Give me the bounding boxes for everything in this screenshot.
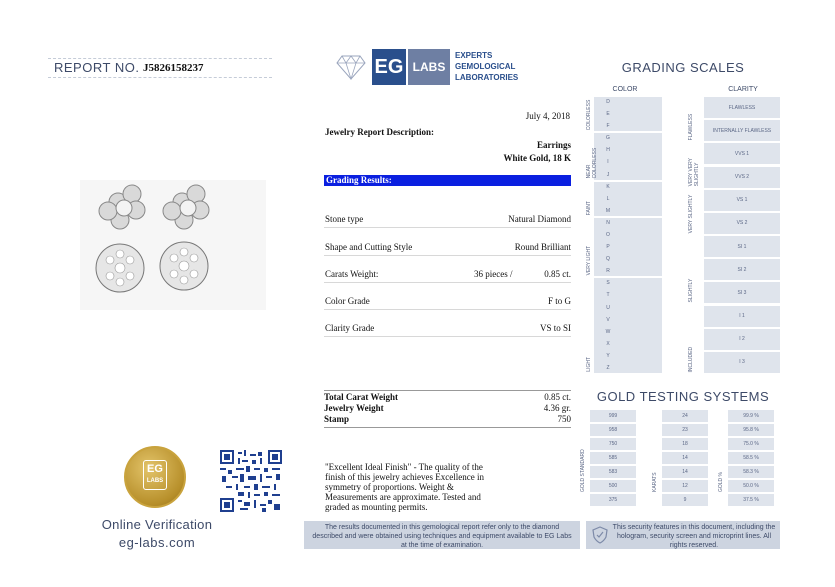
gold-cell: 9 [662, 494, 708, 506]
clarity-grade-cell [704, 282, 780, 303]
gold-cell: 583 [590, 466, 636, 478]
jewelry-weight-row: Jewelry Weight 4.36 gr. [324, 403, 571, 413]
clarity-grade-cell [704, 352, 780, 373]
color-grade-tick: Y [606, 352, 610, 359]
clarity-grade-label: INTERNALLY FLAWLESS [712, 127, 772, 134]
color-scale-header: COLOR [612, 86, 638, 93]
color-grade-tick: I [607, 159, 609, 166]
color-grade-tick: P [606, 244, 610, 251]
gold-column-label: GOLD STANDARD [580, 449, 586, 492]
gold-testing-title: GOLD TESTING SYSTEMS [596, 389, 770, 404]
color-grade-tick: J [606, 171, 610, 178]
gold-cell: 37.5 % [728, 494, 774, 506]
clarity-scale [686, 96, 782, 374]
clarity-group-label: SLIGHTLY [688, 278, 694, 303]
grading-row: Stone type Natural Diamond [324, 214, 571, 228]
totals-divider-top [324, 390, 571, 391]
finish-note: "Excellent Ideal Finish" - The quality of the finish of this jewelry achieves Excellence in symmetry of proportions. Weight & Measurements are approximate. Tested and graded as mounting permits. [325, 462, 484, 512]
gold-column-label: GOLD % [718, 471, 724, 492]
clarity-grade-label: SI 1 [737, 243, 747, 250]
color-grade-tick: G [606, 135, 610, 142]
report-number-value: J5826158237 [143, 62, 204, 74]
eg-labs-seal-icon: EG LABS [124, 446, 186, 508]
shield-icon [592, 526, 608, 544]
grading-row: Color Grade F to G [324, 296, 571, 310]
color-group-label: VERY LIGHT [586, 245, 592, 276]
total-carat-row: Total Carat Weight 0.85 ct. [324, 392, 571, 402]
online-verification-label: Online Verification [101, 517, 213, 532]
clarity-grade-cell [704, 143, 780, 164]
color-group-label: COLORLESS [586, 99, 592, 131]
gold-cell: 750 [590, 438, 636, 450]
clarity-grade-label: VS 2 [736, 220, 748, 227]
gold-cell: 75.0 % [728, 438, 774, 450]
color-grade-tick: O [606, 232, 610, 238]
clarity-grade-cell [704, 167, 780, 188]
gold-cell: 999 [590, 410, 636, 422]
gold-cell: 958 [590, 424, 636, 436]
description-label: Jewelry Report Description: [325, 127, 434, 137]
grading-results-header: Grading Results: [324, 175, 571, 186]
grading-row: Clarity Grade VS to SI [324, 323, 571, 337]
clarity-grade-label: I 1 [739, 313, 745, 320]
grading-row: Shape and Cutting Style Round Brilliant [324, 242, 571, 256]
clarity-group-label: INCLUDED [688, 346, 694, 372]
grading-scales-title: GRADING SCALES [621, 60, 745, 75]
gold-cell: 585 [590, 452, 636, 464]
disclaimer-banner: The results documented in this gemological report refer only to the diamond described and were obtained using techniques and equipment available to EG Labs at the time of examination. [304, 521, 580, 549]
clarity-grade-label: FLAWLESS [728, 104, 756, 111]
color-grade-tick: D [606, 99, 610, 106]
gold-cell: 18 [662, 438, 708, 450]
clarity-grade-label: VS 1 [736, 197, 748, 204]
color-grade-tick: T [606, 292, 610, 299]
logo-wordmark: EXPERTS GEMOLOGICAL LABORATORIES [455, 51, 519, 82]
color-grade-tick: H [606, 147, 610, 154]
color-grade-tick: K [606, 183, 610, 190]
gold-cell: 500 [590, 480, 636, 492]
clarity-grade-cell [704, 120, 780, 141]
stamp-row: Stamp 750 [324, 414, 571, 424]
logo-eg: EG [372, 49, 406, 85]
report-number-label: REPORT NO. [54, 60, 140, 75]
grading-row: Carats Weight: 36 pieces / 0.85 ct. [324, 269, 571, 283]
gold-cell: 12 [662, 480, 708, 492]
color-grade-tick: X [606, 340, 610, 347]
gold-cell: 375 [590, 494, 636, 506]
color-grade-tick: Q [606, 256, 610, 263]
gold-cell: 24 [662, 410, 708, 422]
clarity-grade-cell [704, 97, 780, 118]
clarity-grade-cell [704, 190, 780, 211]
description-item: Earrings [536, 140, 571, 150]
clarity-group-label: VERY SLIGHTLY [688, 194, 694, 233]
color-grade-tick: E [606, 111, 610, 118]
security-banner: This security features in this document, including the hologram, security screen and microprint lines. All rights reserved. [586, 521, 780, 549]
color-grade-tick: Z [606, 364, 610, 371]
diamond-icon [336, 54, 366, 80]
verification-website-link[interactable]: eg-labs.com [118, 535, 196, 550]
qr-code-icon[interactable] [220, 450, 282, 512]
color-grade-tick: U [606, 304, 610, 311]
clarity-grade-label: I 2 [739, 336, 745, 343]
color-grade-tick: V [606, 316, 610, 323]
color-group-label: LIGHT [586, 357, 592, 372]
gold-cell: 58.3 % [728, 466, 774, 478]
gold-cell: 58.5 % [728, 452, 774, 464]
clarity-grade-label: I 3 [739, 359, 745, 366]
gold-cell: 23 [662, 424, 708, 436]
report-date: July 4, 2018 [525, 111, 570, 121]
description-metal: White Gold, 18 K [503, 153, 571, 163]
gold-cell: 99.9 % [728, 410, 774, 422]
color-grade-tick: R [606, 268, 610, 275]
totals-divider-bottom [324, 427, 571, 428]
clarity-grade-label: SI 3 [737, 289, 747, 296]
earrings-photo [80, 180, 266, 310]
clarity-grade-label: VVS 1 [734, 150, 750, 157]
gold-cell: 95.8 % [728, 424, 774, 436]
clarity-grade-label: VVS 2 [734, 174, 750, 181]
clarity-scale-header: CLARITY [728, 86, 758, 93]
report-number-box [48, 58, 272, 78]
color-scale [586, 96, 662, 374]
color-grade-tick: M [605, 207, 611, 214]
clarity-grade-label: SI 2 [737, 266, 747, 273]
clarity-grade-cell [704, 213, 780, 234]
clarity-group-label: VERY VERY SLIGHTLY [688, 158, 700, 187]
color-grade-tick: L [606, 195, 610, 202]
color-group-label: NEAR COLORLESS [586, 148, 598, 179]
color-grade-tick: W [605, 328, 611, 335]
color-grade-tick: N [606, 219, 610, 226]
clarity-grade-cell [704, 259, 780, 280]
color-group-label: FAINT [586, 200, 592, 215]
clarity-group-label: FLAWLESS [688, 113, 694, 141]
logo-labs: LABS [408, 49, 450, 85]
clarity-grade-cell [704, 329, 780, 350]
color-grade-tick: F [606, 123, 610, 130]
color-grade-tick: S [606, 280, 610, 287]
clarity-grade-cell [704, 306, 780, 327]
clarity-grade-cell [704, 236, 780, 257]
gold-cell: 14 [662, 466, 708, 478]
gold-column-label: KARATS [652, 472, 658, 492]
gold-cell: 14 [662, 452, 708, 464]
gold-cell: 50.0 % [728, 480, 774, 492]
gold-testing-table [576, 410, 776, 510]
